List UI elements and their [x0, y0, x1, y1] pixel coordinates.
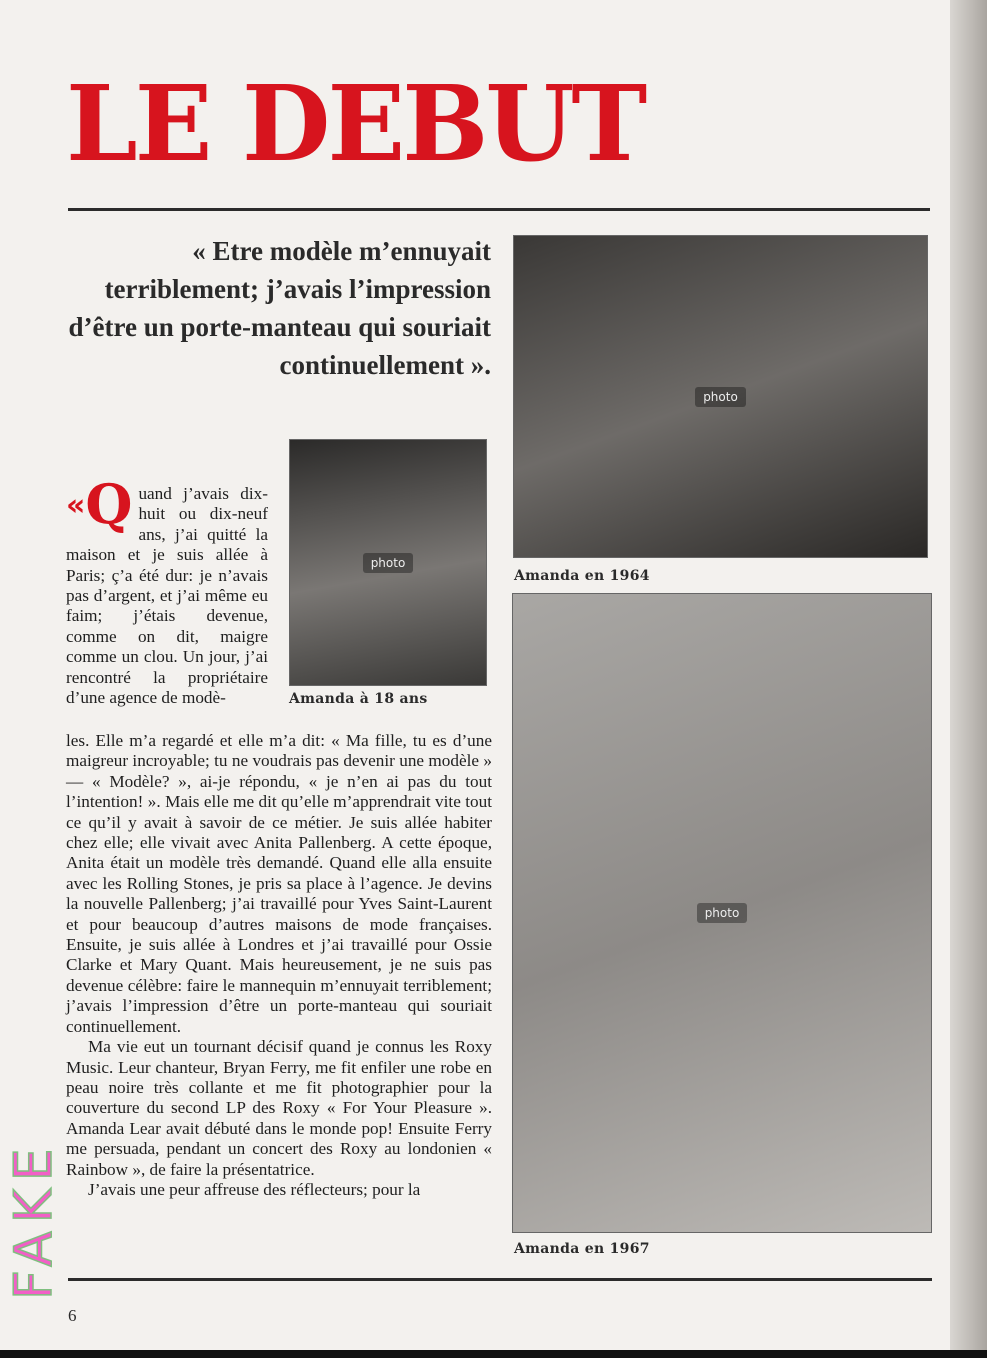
photo-amanda-1967 [512, 593, 932, 1233]
article-paragraph: J’avais une peur affreuse des réflecteurs; pour la [88, 1179, 421, 1199]
pull-quote: « Etre modèle m’ennuyait terriblement; j’avais l’impression d’être un porte-manteau qui souriait continuellement ». [68, 236, 491, 380]
drop-cap-guillemet: « [66, 488, 86, 523]
article-title: LE DEBUT [66, 62, 645, 185]
photo-placeholder-label: photo [695, 387, 746, 407]
page-number: 6 [68, 1306, 77, 1325]
photo-amanda-1964 [513, 235, 928, 558]
top-divider [68, 208, 930, 211]
caption-1967: Amanda en 1967 [514, 1241, 650, 1257]
caption-18: Amanda à 18 ans [289, 691, 428, 707]
photo-placeholder-label: photo [363, 553, 414, 573]
article-paragraph: uand j’avais dix-huit ou dix-neuf ans, j’ai quitté la maison et je suis allée à Paris; ç’a été dur: je n’avais pas d’argent, et j’ai même eu faim; j’étais devenue, comme on dit, maigre comme un clou. Un jour, j’ai rencontré la propriétaire d’une agence de modè- [66, 484, 268, 708]
article-wide-column [66, 731, 492, 1200]
caption-1964: Amanda en 1964 [514, 568, 650, 584]
page-gutter-edge [950, 0, 987, 1352]
article-paragraph: les. Elle m’a regardé et elle m’a dit: « Ma fille, tu es d’une maigreur incroyable; tu ne voudrais pas devenir une modèle » — « Modèle? », ai-je répondu, « je n’en ai pas du tout l’intention! ». Mais elle me dit qu’elle m’apprendrait vite tout ce qu’il y avait à savoir de ce métier. Je suis allée habiter chez elle; elle vivait avec Anita Pallenberg. A cette époque, Anita était un modèle très demandé. Quand elle alla ensuite avec les Rolling Stones, je pris sa place à l’agence. Je devins la nouvelle Pallenberg; j’ai travaillé pour Yves Saint-Laurent et pour beaucoup d’autres maisons de mode françaises. Ensuite, je suis allée à Londres et j’ai travaillé pour Ossie Clarke et Mary Quant. Mais heureusement, je ne suis pas devenue célèbre: faire le mannequin m’ennuyait terriblement; j’avais l’impression d’être un porte-manteau qui souriait continuellement. [66, 731, 492, 1036]
scan-bottom-shadow [0, 1350, 987, 1358]
drop-cap-letter: Q [85, 472, 133, 536]
fake-stamp-overlay: FAKE [4, 1140, 64, 1300]
bottom-divider [68, 1278, 932, 1281]
drop-cap [66, 472, 133, 536]
article-paragraph: Ma vie eut un tournant décisif quand je connus les Roxy Music. Leur chanteur, Bryan Ferry, me fit enfiler une robe en peau noire très collante et me fit photographier pour la couverture du second LP des Roxy « For Your Pleasure ». Amanda Lear avait débuté dans le monde pop! Ensuite Ferry me persuada, pendant un concert des Roxy au londonien « Rainbow », de faire la présentatrice. [66, 1037, 492, 1179]
photo-amanda-18 [289, 439, 487, 686]
photo-placeholder-label: photo [697, 903, 748, 923]
article-narrow-column [66, 472, 268, 708]
